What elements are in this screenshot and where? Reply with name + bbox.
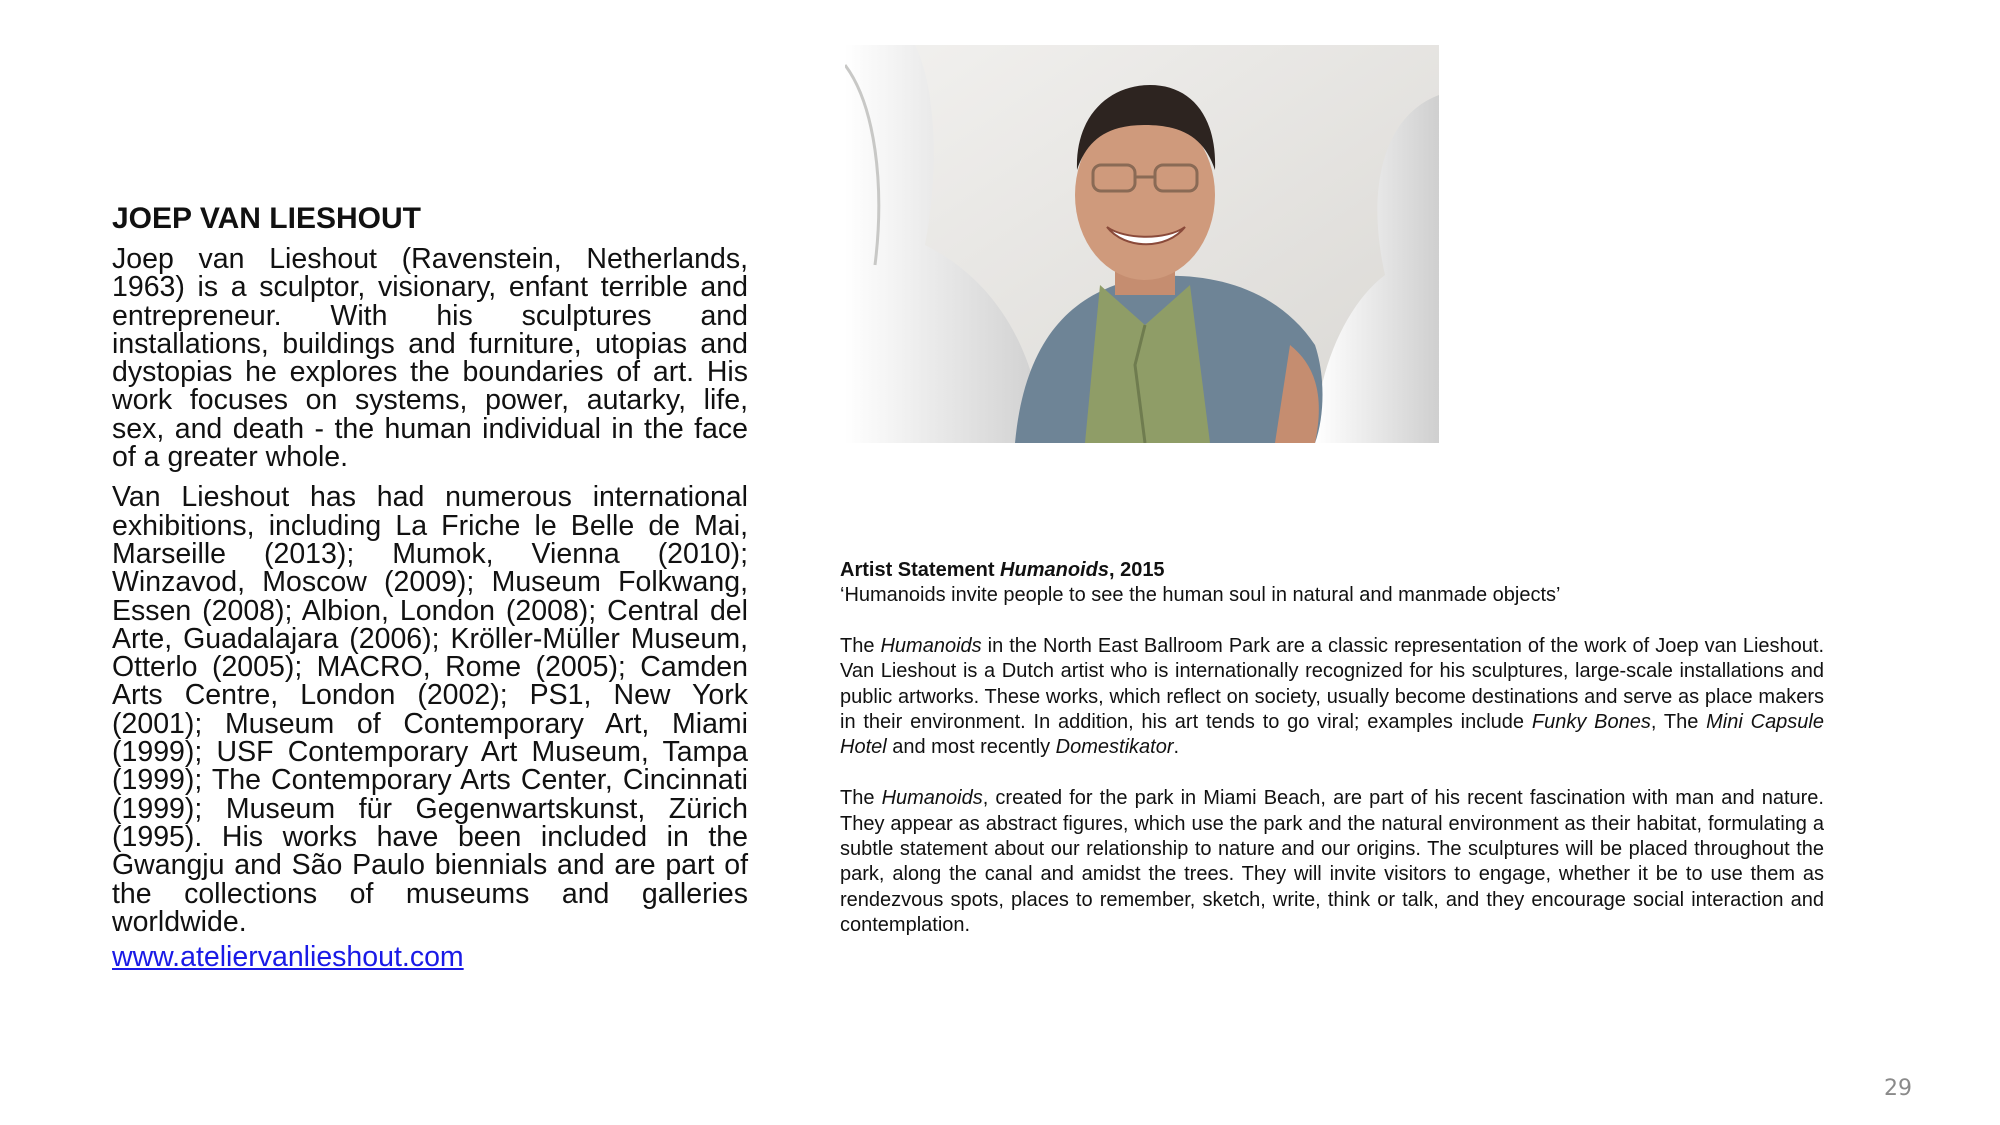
website-link[interactable]: www.ateliervanlieshout.com bbox=[112, 941, 464, 974]
statement-label: Artist Statement bbox=[840, 559, 995, 581]
exhibitions-paragraph: Van Lieshout has had numerous international exhibitions, including La Friche le Belle de Mai, Marseille (2013); Mumok, Vienna (2010); Winzavod, Moscow (2009); Museum Folkwang, Essen (2008); Albion, London (2008); Central del Arte, Guadalajara (2006); Kröller-Müller Museum, Otterlo (2005); MACRO, Rome (2005); Camden Arts Centre, London (2002); PS1, New York (2001); Museum of Contemporary Art, Miami (1999); USF Contemporary Art Museum, Tampa (1999); The Contemporary Arts Center, Cincinnati (1999); Museum für Gegenwartskunst, Zürich (1995). His works have been included in the Gwangju and São Paulo biennials and are part of the collections of museums and galleries worldwide. bbox=[112, 481, 748, 938]
statement-paragraph-1: The Humanoids in the North East Ballroom Park are a classic representation of the work of Joep van Lieshout. Van Lieshout is a Dutch artist who is internationally recognized for his sculptures, large-scale installations and public artworks. These works, which reflect on society, usually become destinations and serve as place makers in their environment. In addition, his art tends to go viral; examples include Funky Bones, The Mini Capsule Hotel and most recently Domestikator. bbox=[840, 635, 1824, 759]
artist-portrait-image bbox=[845, 45, 1439, 443]
statement-paragraph-2: The Humanoids, created for the park in Miami Beach, are part of his recent fascination with man and nature. They appear as abstract figures, which use the park and the natural environment as their habitat, formulating a subtle statement about our relationship to nature and our origins. The sculptures will be placed throughout the park, along the canal and amidst the trees. They will invite visitors to engage, whether it be to use them as rendezvous spots, places to remember, sketch, write, think or talk, and they encourage social interaction and contemplation. bbox=[840, 787, 1824, 936]
statement-year: , 2015 bbox=[1108, 559, 1165, 581]
artist-photo bbox=[845, 45, 1439, 443]
bio-paragraph: Joep van Lieshout (Ravenstein, Netherlands, 1963) is a sculptor, visionary, enfant terrible and entrepreneur. With his sculptures and installations, buildings and furniture, utopias and dystopias he explores the boundaries of art. His work focuses on systems, power, autarky, life, sex, and death - the human individual in the face of a greater whole. bbox=[112, 243, 748, 474]
statement-quote: ‘Humanoids invite people to see the human soul in natural and manmade objects’ bbox=[840, 584, 1561, 606]
statement-work-title: Humanoids bbox=[1000, 559, 1109, 581]
artist-bio bbox=[112, 203, 748, 972]
artist-statement bbox=[840, 558, 1824, 964]
statement-heading bbox=[840, 558, 1824, 583]
page-number: 29 bbox=[1884, 1076, 1912, 1101]
artist-name-heading: JOEP VAN LIESHOUT bbox=[112, 202, 421, 235]
